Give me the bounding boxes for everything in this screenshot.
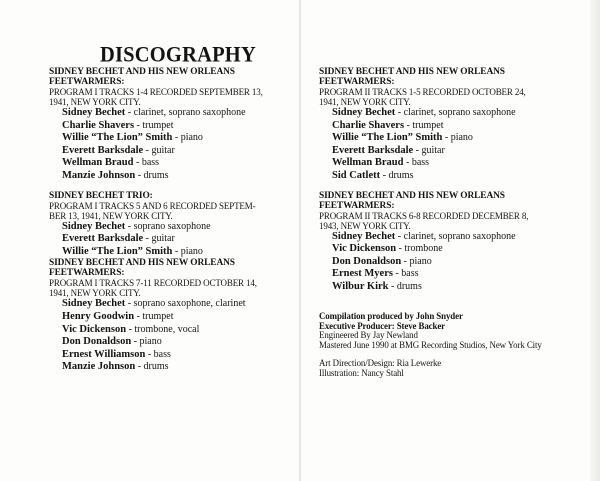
musician-name: Sidney Bechet: [62, 107, 126, 118]
credit-engineer: Engineered By Jay Newland: [319, 330, 418, 341]
credit-illustration: Illustration: Nancy Stahl: [319, 367, 404, 378]
session-heading: FEETWARMERS:: [49, 77, 125, 87]
musician-name: Everett Barksdale: [62, 233, 144, 245]
personnel-line: [49, 221, 309, 234]
session-details: 1941, NEW YORK CITY.: [49, 97, 141, 107]
personnel-line: [319, 132, 579, 145]
personnel-line: [319, 107, 579, 120]
right-column: [319, 67, 579, 294]
session-details: BER 13, 1941, NEW YORK CITY.: [49, 210, 173, 221]
personnel-line: [49, 170, 309, 183]
musician-role: - clarinet, soprano saxophone: [395, 107, 516, 118]
musician-name: Willie “The Lion” Smith: [332, 132, 443, 144]
musician-role: - bass: [392, 268, 419, 280]
musician-role: - trombone: [396, 243, 443, 255]
musician-role: - bass: [403, 157, 430, 169]
session-details: 1941, NEW YORK CITY.: [319, 97, 411, 107]
personnel-line: [49, 324, 309, 337]
musician-role: - trumpet: [404, 119, 444, 131]
personnel-line: [49, 311, 309, 324]
musician-role: - soprano saxophone, clarinet: [125, 298, 246, 310]
musician-role: - piano: [172, 245, 203, 257]
session-block: [319, 67, 579, 183]
personnel-line: [319, 170, 579, 183]
musician-name: Sid Catlett: [332, 169, 381, 181]
personnel-line: [319, 120, 579, 133]
page-title: DISCOGRAPHY: [100, 43, 256, 67]
personnel-line: [49, 145, 309, 158]
personnel-line: [49, 157, 309, 170]
personnel-line: [49, 349, 309, 362]
musician-name: Everett Barksdale: [62, 144, 144, 156]
credits-block: [319, 312, 579, 379]
musician-name: Sidney Bechet: [332, 107, 396, 118]
musician-name: Manzie Johnson: [62, 169, 136, 181]
personnel-line: [319, 268, 579, 281]
musician-name: Wilbur Kirk: [332, 280, 389, 292]
session-block: [49, 67, 309, 183]
session-heading: FEETWARMERS:: [319, 77, 395, 87]
session-heading: FEETWARMERS:: [49, 268, 125, 279]
session-heading: SIDNEY BECHET TRIO:: [49, 190, 153, 201]
musician-name: Vic Dickenson: [332, 243, 397, 255]
personnel-line: [49, 107, 309, 120]
personnel-line: [49, 246, 309, 259]
musician-role: - soprano saxophone: [125, 220, 211, 232]
session-block: [49, 191, 309, 259]
musician-name: Wellman Braud: [62, 157, 134, 169]
musician-name: Don Donaldson: [332, 255, 402, 267]
credit-mastering: Mastered June 1990 at BMG Recording Studios, New York City: [319, 339, 542, 350]
credit-art-direction: Art Direction/Design: Ria Lewerke: [319, 358, 442, 369]
session-details: PROGRAM II TRACKS 6-8 RECORDED DECEMBER 8,: [319, 210, 529, 221]
personnel-line: [49, 298, 309, 311]
musician-role: - bass: [145, 348, 171, 360]
personnel-line: [319, 281, 579, 294]
personnel-line: [319, 145, 579, 158]
musician-role: - clarinet, soprano saxophone: [125, 107, 246, 118]
session-heading: SIDNEY BECHET AND HIS NEW ORLEANS: [49, 258, 235, 269]
musician-role: - trumpet: [134, 119, 174, 131]
credit-compilation: Compilation produced by John Snyder: [319, 311, 463, 321]
session-heading: SIDNEY BECHET AND HIS NEW ORLEANS: [319, 190, 505, 201]
musician-role: - drums: [135, 169, 169, 181]
session-details: PROGRAM I TRACKS 1-4 RECORDED SEPTEMBER 13,: [49, 87, 263, 97]
musician-role: - piano: [401, 255, 432, 267]
musician-role: - trumpet: [134, 310, 174, 322]
musician-name: Manzie Johnson: [62, 361, 136, 373]
session-details: PROGRAM I TRACKS 5 AND 6 RECORDED SEPTEM-: [49, 200, 256, 211]
musician-name: Vic Dickenson: [62, 323, 127, 335]
credit-executive-producer: Executive Producer: Steve Backer: [319, 320, 446, 331]
spacer: [49, 183, 309, 191]
session-heading: FEETWARMERS:: [319, 200, 395, 211]
musician-role: - guitar: [413, 144, 445, 156]
personnel-line: [319, 256, 579, 269]
musician-name: Wellman Braud: [332, 157, 404, 169]
musician-role: - drums: [388, 280, 422, 292]
musician-name: Sidney Bechet: [62, 298, 126, 310]
session-block: [319, 191, 579, 294]
musician-role: - clarinet, soprano saxophone: [395, 230, 516, 242]
musician-name: Willie “The Lion” Smith: [62, 245, 173, 257]
session-details: 1943, NEW YORK CITY.: [319, 220, 411, 231]
personnel-line: [49, 361, 309, 374]
musician-role: - bass: [133, 157, 160, 169]
session-heading: SIDNEY BECHET AND HIS NEW ORLEANS: [319, 67, 505, 77]
page-edge: [590, 0, 600, 481]
musician-name: Ernest Myers: [332, 268, 393, 280]
musician-name: Henry Goodwin: [62, 310, 135, 322]
session-details: PROGRAM I TRACKS 7-11 RECORDED OCTOBER 14,: [49, 278, 257, 289]
musician-name: Ernest Williamson: [62, 348, 146, 360]
personnel-line: [49, 336, 309, 349]
session-details: 1941, NEW YORK CITY.: [49, 288, 141, 299]
musician-role: - guitar: [143, 144, 175, 156]
musician-name: Sidney Bechet: [332, 230, 396, 242]
musician-role: - piano: [131, 336, 162, 348]
spacer: [319, 183, 579, 191]
musician-role: - guitar: [143, 233, 175, 245]
musician-role: - piano: [442, 132, 473, 144]
musician-name: Charlie Shavers: [332, 119, 405, 131]
musician-name: Don Donaldson: [62, 336, 132, 348]
session-heading: SIDNEY BECHET AND HIS NEW ORLEANS: [49, 67, 235, 77]
personnel-line: [319, 157, 579, 170]
musician-role: - drums: [380, 169, 414, 181]
personnel-line: [49, 120, 309, 133]
personnel-line: [49, 132, 309, 145]
musician-role: - drums: [135, 361, 169, 373]
personnel-line: [319, 231, 579, 244]
personnel-line: [49, 233, 309, 246]
musician-role: - trombone, vocal: [126, 323, 200, 335]
session-details: PROGRAM II TRACKS 1-5 RECORDED OCTOBER 24,: [319, 87, 526, 97]
musician-name: Willie “The Lion” Smith: [62, 132, 173, 144]
left-column: [49, 67, 309, 374]
session-block: [49, 258, 309, 374]
musician-name: Sidney Bechet: [62, 220, 126, 232]
musician-role: - piano: [172, 132, 203, 144]
musician-name: Everett Barksdale: [332, 144, 414, 156]
musician-name: Charlie Shavers: [62, 119, 135, 131]
personnel-line: [319, 243, 579, 256]
